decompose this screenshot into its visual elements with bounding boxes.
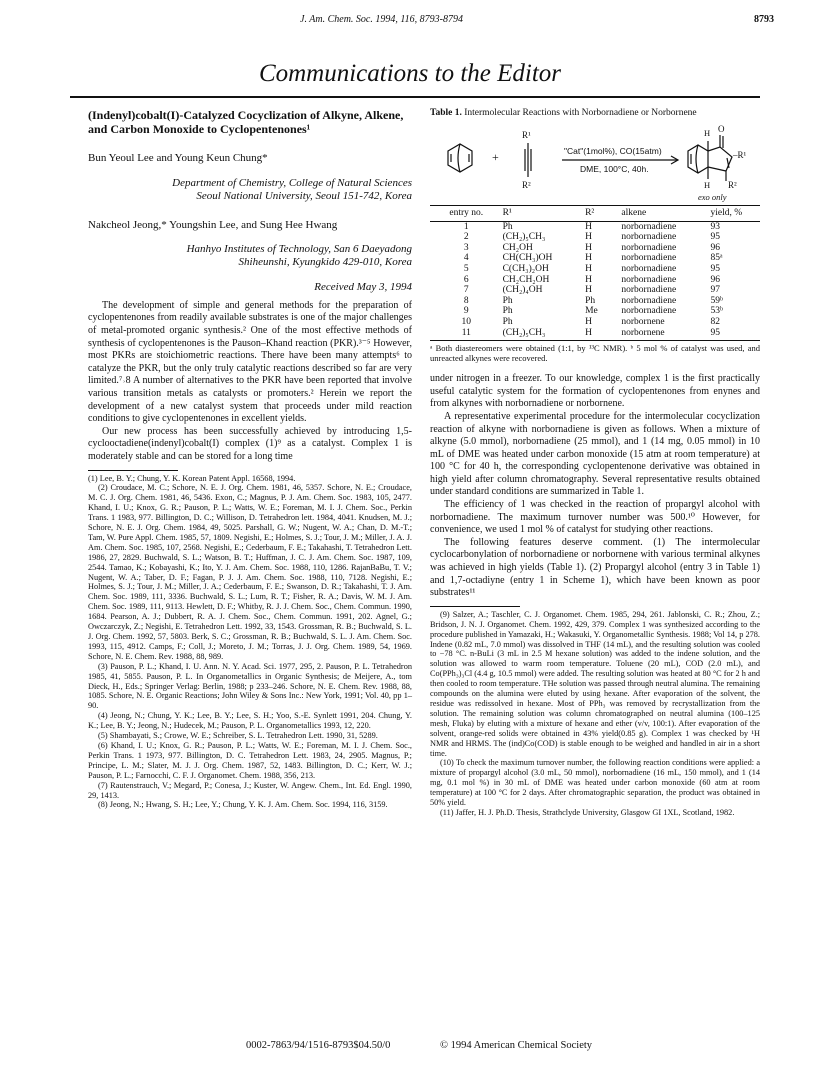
authors-group-1: Bun Yeoul Lee and Young Keun Chung*: [88, 152, 268, 164]
footnote-4: (4) Jeong, N.; Chung, Y. K.; Lee, B. Y.; Lee, S. H.; Yoo, S.-E. Synlett 1991, 204. Chung, Y. K.; Lee, B. Y.; Jeong, N.; Hudecek, M.; Pauson, P. L. Organometallics 1993, 12, 220.: [88, 711, 412, 731]
cell-entry: 10: [461, 316, 472, 327]
left-column: [88, 108, 412, 810]
col-r1: R¹: [503, 206, 586, 222]
cell-yield: 96: [710, 274, 720, 285]
cell-entry: 9: [463, 306, 469, 317]
scheme-exo-only: exo only: [698, 192, 727, 202]
cell-entry: 6: [463, 274, 469, 285]
cell-r2: H: [585, 285, 592, 296]
cell-alkene: norbornadiene: [621, 285, 677, 296]
cell-r2: H: [585, 263, 592, 274]
article-code: 0002-7863/94/1516-8793$04.50/0: [246, 1040, 391, 1051]
cell-r1: C(CH₃)₂OH: [502, 263, 549, 274]
cell-r1: CH₂OH: [502, 242, 533, 253]
cell-r2: H: [585, 253, 592, 264]
affiliation-2-line-1: Hanhyo Institutes of Technology, San 6 Daeyadong: [186, 243, 412, 256]
footnote-6: (6) Khand, I. U.; Knox, G. R.; Pauson, P. L.; Watts, W. E.; Foreman, M. I. J. Chem. Soc., Perkin Trans. 1 1973, 977. Billington, D. C. Tetrahedron Lett. 1983, 24, 2905. Magnus, P.; Principe, L. M.; Slater, M. J. J. Org. Chem. 1987, 52, 1483. Billington, D. C.; Kerr, W. J.; Pauson, P. L.; Farnocchi, C. F. J. Organomet. Chem. 1988, 356, 213.: [88, 740, 412, 780]
cell-entry: 3: [463, 242, 469, 253]
cell-r2: H: [585, 274, 592, 285]
authors-group-2: Nakcheol Jeong,* Youngshin Lee, and Sung Hee Hwang: [88, 218, 338, 231]
cell-r2: H: [585, 242, 592, 253]
cell-r2: Me: [585, 306, 598, 317]
table-row: [430, 328, 760, 341]
cell-yield: 85ᵃ: [710, 253, 723, 264]
col-entry: entry no.: [430, 206, 503, 222]
cell-r1: (CH₂)₄OH: [502, 285, 543, 296]
alkyne-structure: [525, 143, 531, 177]
cell-alkene: norbornene: [621, 327, 665, 338]
cell-r2: H: [585, 327, 592, 338]
cell-entry: 2: [463, 232, 469, 243]
table-header-row: [430, 206, 760, 222]
cell-alkene: norbornadiene: [621, 263, 677, 274]
results-table: [430, 205, 760, 340]
footnote-3: (3) Pauson, P. L.; Khand, I. U. Ann. N. Y. Acad. Sci. 1977, 295, 2. Pauson, P. L. Tetrahedron 1985, 41, 5855. Pauson, P. L. In Organometallics in Organic Synthesis; de Meijere, A., tom Dieck, H., Eds.; Springer Verlag: Berlin, 1988; p 233–246. Schore, N. E. Chem. Rev. 1988, 88, 1085. Schore, N. E. Organic Reactions; John Wiley & Sons Inc.: New York, 1991; Vol. 40, pp 1–90.: [88, 661, 412, 711]
cell-r2: H: [585, 316, 592, 327]
section-title: Communications to the Editor: [258, 60, 562, 87]
footnote-2: (2) Croudace, M. C.; Schore, N. E. J. Org. Chem. 1981, 46, 5357. Schore, N. E.; Croudace, M. C. J. Org. Chem. 1981, 46, 5436. Exon, C.; Magnus, P. J. Am. Chem. Soc. 1983, 105, 2477. Khand, I. U.; Knox, G. R.; Pauson, P. L.; Watts, W. E.; Foreman, M. I. J. Chem. Soc., Perkin Trans. 1 1983, 977. Billington, D. C.; Willison, D. Tetrahedron lett. 1984, 4041. Knudsen, M. J.; Schore, N. E. J. Org. Chem. 1984, 49, 5025. Parshall, G. W.; Nugent, W. A.; Chan, D. M.-T.; Tam, W. Pure Appl. Chem. 1985, 57, 1809. Negishi, E.; Holmes, S. J.; Tour, J. M.; Miller, J. A. J. Am. Chem. Soc. 1985, 107, 2568. Negishi, E.; Cederbaum, F. E.; Takahashi, T. Tetrahedron Lett. 1986, 27, 2829. Buchwald, S. L.; Watson, B. T.; Huffman, J. C. J. Am. Chem. Soc. 1987, 109, 2544. Tamao, K.; Kobayashi, K.; Ito, Y. J. Am. Chem. Soc. 1988, 110, 1286. RajanBaBu, T. V.; Nugent, W. A.; Taber, D. F.; Fagan, P. J. J. Am. Chem. Soc. 1988, 110, 7128. Negishi, E.; Holmes, S. J.; Tour, J. M.; Miller, J. A.; Cederbaum, F. E.; Swanson, D. R.; Takahashi, T. J. Am. Chem. Soc. 1989, 111, 3336. Buchwald, S. L.; Lum, R. T.; Fisher, R. A.; Davis, W. M. J. Am. Chem. Soc. 1989, 111, 9113. Hewlett, D. F.; Whitby, R. J. J. Chem. Soc., Chem. Commun. 1990, 1684. Pearson, A. J.; Dubbert, R. A. J. Chem. Soc., Chem. Commun. 1991, 202. Agnel, G.; Owczarczyk, Z.; Negishi, E. Tetrahedron Lett. 1992, 33, 1543. Grossman, R. B.; Buchwald, S. L. J. Org. Chem. 1992, 57, 5803. Berk, S. C.; Grossman, R. B.; Buchwald, S. L. J. Am. Chem. Soc. 1993, 115, 4912. Camps, F.; Coll, J.; Moreto, J. M.; Torras, J. J. Org. Chem. 1989, 54, 1969. Schore, N. E. Chem. Rev. 1988, 88, 989.: [88, 483, 412, 661]
cell-r1: (CH₂)₅CH₃: [502, 232, 546, 243]
cell-r1: (CH₂)₅CH₃: [502, 327, 546, 338]
footnote-1: (1) Lee, B. Y.; Chung, Y. K. Korean Patent Appl. 16568, 1994.: [88, 473, 296, 483]
cell-r2: Ph: [585, 295, 596, 306]
affiliation-2: [88, 243, 412, 269]
cell-alkene: norbornadiene: [621, 221, 677, 232]
cell-yield: 95: [710, 232, 720, 243]
table-row: [430, 306, 760, 317]
body-paragraph-1: The development of simple and general methods for the preparation of cyclopentenones from readily available substrates is one of the major challenges of metal-promoted organic synthesis.² One of the most effective methods of synthesis of cyclopentenones is the Pauson–Khand reaction (PKR).³⁻⁵ However, most PKRs are stoichiometric reactions. There have been many attempts⁶ to catalyze the PKR, but the only truly catalytic reactions described so far are very limited.⁷˒8 A number of alternatives to the PKR have been reported that involve various transition metals as catalysts or promoters.² Herein we report the development of a new catalyst system that proceeds under mild reaction conditions to give cyclopentenones in excellent yields.: [88, 299, 412, 425]
cell-yield: 93: [710, 221, 720, 232]
table-row: [430, 317, 760, 328]
cell-r1: Ph: [502, 306, 513, 317]
cell-entry: 8: [463, 295, 469, 306]
cell-yield: 95: [710, 263, 720, 274]
cell-yield: 82: [710, 316, 720, 327]
scheme-conditions-top: "Cat"(1mol%), CO(15atm): [564, 146, 662, 156]
received-date: Received May 3, 1994: [314, 281, 412, 294]
cell-entry: 5: [463, 263, 469, 274]
scheme-product-r1: –R¹: [733, 150, 747, 160]
cell-alkene: norbornadiene: [621, 306, 677, 317]
article-title: (Indenyl)cobalt(I)-Catalyzed Cocyclization of Alkyne, Alkene, and Carbon Monoxide to Cyclopentenones¹: [88, 108, 404, 136]
cell-yield: 96: [710, 242, 720, 253]
section-rule: [70, 96, 760, 98]
cell-entry: 4: [463, 253, 469, 264]
affiliation-1: [88, 177, 412, 203]
body-paragraph-2: Our new process has been successfully achieved by introducing 1,5-cyclooctadiene(indenyl)cobalt(I) complex (1)⁹ as a catalyst. Complex 1 is moderately stable and can be stored for a long time: [88, 425, 412, 462]
cell-entry: 7: [463, 285, 469, 296]
table-row: [430, 275, 760, 286]
cell-alkene: norbornene: [621, 316, 665, 327]
journal-citation: J. Am. Chem. Soc. 1994, 116, 8793-8794: [300, 14, 463, 25]
scheme-oxygen: O: [718, 124, 725, 134]
table-row: [430, 221, 760, 232]
cell-entry: 1: [463, 221, 469, 232]
table-caption: [430, 108, 760, 119]
footnote-9: (9) Salzer, A.; Taschler, C. J. Organomet. Chem. 1985, 294, 261. Jablonski, C. R.; Zhou, Z.; Bridson, J. N. J. Organomet. Chem. 1992, 429, 379. Complex 1 was synthesized according to the procedure published in Yamazaki, H.; Wakasuki, Y. Organometallic Synthesis. 1988; Vol 14, p 278. Indene (0.82 mL, 7.0 mmol) was dissolved in THF (14 mL), and the resulting solution was cooled to −78 °C. n-BuLi (3 mL in 2.5 M hexane solution) was added to the indene solution, and the solution was allowed to warm room temperature. Toluene (20 mL), COD (2.0 mL), and Co(PPh₃)₃Cl (4.4 g, 10.5 mmol) were added. The resulting solution was heated at 80 °C for 2 h and then cooled to room temperature. THe solution was passed through neutral alumina. The remaining compounds on the alumina were eluted by using hexane. After evaporation of the solvent, the residue was redissolved in hexane. Most of PPh₃ was removed by recrystallization from the solution. The remaining solution was column chromatographed on neutral alumina (100–125 mesh, Fluka) by eluting with a mixture of hexane and ether (v/v, 100:1). After evaporation of the solvent, orange-red solids were obtained in 43% yield(0.85 g). Complex 1 was checked by ¹H NMR and HRMS. The (ind)Co(COD) is stable enough to be weighed and handled in air in a short time.: [430, 609, 760, 758]
scheme-h-bottom: H: [704, 180, 711, 190]
cell-r2: H: [585, 232, 592, 243]
scheme-h-top: H: [704, 128, 711, 138]
cell-r1: Ph: [502, 221, 513, 232]
footnote-5: (5) Shambayati, S.; Crowe, W. E.; Schreiber, S. L. Tetrahedron Lett. 1990, 31, 5289.: [98, 731, 378, 741]
cell-yield: 53ᵇ: [710, 306, 723, 317]
right-column: [430, 108, 760, 818]
scheme-conditions-bottom: DME, 100°C, 40h.: [580, 164, 649, 174]
table-row: [430, 243, 760, 254]
cell-yield: 59ᵇ: [710, 295, 723, 306]
scheme-r2: R²: [522, 180, 531, 190]
cell-r1: CH(CH₃)OH: [502, 253, 553, 264]
footnote-rule: [88, 470, 178, 471]
scheme-product-r2: R²: [728, 180, 737, 190]
scheme-r1: R¹: [522, 130, 531, 140]
affiliation-1-line-1: Department of Chemistry, College of Natural Sciences: [172, 176, 412, 189]
table-row: [430, 232, 760, 243]
right-paragraph-1: under nitrogen in a freezer. To our knowledge, complex 1 is the first practically useful catalytic system for the formation of cyclopentenones from enynes and from alkynes with norbornadiene or norbornene.: [430, 373, 760, 410]
cell-alkene: norbornadiene: [621, 295, 677, 306]
table-row: [430, 285, 760, 296]
cell-r2: H: [585, 221, 592, 232]
cell-alkene: norbornadiene: [621, 242, 677, 253]
cell-alkene: norbornadiene: [621, 274, 677, 285]
right-paragraph-3: The efficiency of 1 was checked in the reaction of propargyl alcohol with norbornadiene. The maximum turnover number was 500.¹⁰ However, for convenience, we used 1 mol % of catalyst for studying other reactions.: [430, 499, 760, 536]
scheme-plus: +: [492, 150, 499, 164]
cell-alkene: norbornadiene: [621, 232, 677, 243]
footnote-10: (10) To check the maximum turnover number, the following reaction conditions were applied: a mixture of propargyl alcohol (3.0 mL, 50 mmol), norbornadiene (16 mL, 150 mmol), and 1 (14 mg, 0.1 mol %) in 30 mL of DME was heated under carbon monoxide (60 atm at room temperature) at 100 °C for 2 days. After chromatographic separation, the product was obtained in 50% yield.: [430, 758, 760, 808]
col-alkene: alkene: [621, 206, 710, 222]
norbornadiene-structure: [448, 144, 472, 172]
table-label: Table 1.: [430, 108, 462, 118]
table-row: [430, 264, 760, 275]
cell-r1: Ph: [502, 316, 513, 327]
right-paragraph-2: A representative experimental procedure for the intermolecular cocyclization reaction of alkyne with norbornadiene is given as follows. When a mixture of alkyne (5.0 mmol), norbornadiene (25 mmol), and 1 (14 mg, 0.05 mmol) in 10 mL of DME was heated under carbon monoxide (15 atm at room temperature) at 100 °C for 40 h, the corresponding cyclopentenone derivative was obtained in high yield after column chromatography. Several representative results obtained under standard conditions are summarized in Table 1.: [430, 410, 760, 498]
footnote-7: (7) Rautenstrauch, V.; Megard, P.; Conesa, J.; Kuster, W. Angew. Chem., Int. Ed. Engl. 1990, 29, 1413.: [88, 780, 412, 800]
cell-r1: Ph: [502, 295, 513, 306]
table-row: [430, 253, 760, 264]
table-footnote: ᵃ Both diastereomers were obtained (1:1, by ¹³C NMR). ᵇ 5 mol % of catalyst was used, and unreacted alkynes were recovered.: [430, 340, 760, 363]
footnote-rule-right: [430, 606, 520, 607]
table-row: [430, 296, 760, 307]
cell-entry: 11: [461, 327, 471, 338]
page-number: 8793: [754, 14, 774, 25]
running-header: [0, 14, 820, 30]
cell-yield: 97: [710, 285, 720, 296]
reaction-scheme: [430, 121, 760, 203]
footnote-8: (8) Jeong, N.; Hwang, S. H.; Lee, Y.; Chung, Y. K. J. Am. Chem. Soc. 1994, 116, 3159.: [98, 800, 388, 810]
col-r2: R²: [585, 206, 621, 222]
table-caption-text: Intermolecular Reactions with Norbornadiene or Norbornene: [464, 108, 697, 118]
affiliation-1-line-2: Seoul National University, Seoul 151-742, Korea: [196, 189, 412, 202]
cell-yield: 95: [710, 327, 720, 338]
right-paragraph-4: The following features deserve comment. (1) The intermolecular cyclocarbonylation of norbornadiene or norbornene with various terminal alkynes was achieved in high yields (Table 1). (2) Propargyl alcohol (entry 3 in Table 1) and 1,7-octadiyne (entry 1 in Scheme 1), which have been known as poor substrates¹¹: [430, 536, 760, 599]
cell-alkene: norbornadiene: [621, 253, 677, 264]
footnote-11: (11) Jaffer, H. J. Ph.D. Thesis, Strathclyde University, Glasgow GI 1XL, Scotland, 1982.: [440, 807, 735, 817]
product-structure: [688, 135, 732, 181]
col-yield: yield, %: [710, 206, 760, 222]
affiliation-2-line-2: Shiheunshi, Kyungkido 429-010, Korea: [238, 256, 412, 269]
copyright: © 1994 American Chemical Society: [440, 1040, 593, 1051]
cell-r1: CH₂CH₂OH: [502, 274, 550, 285]
